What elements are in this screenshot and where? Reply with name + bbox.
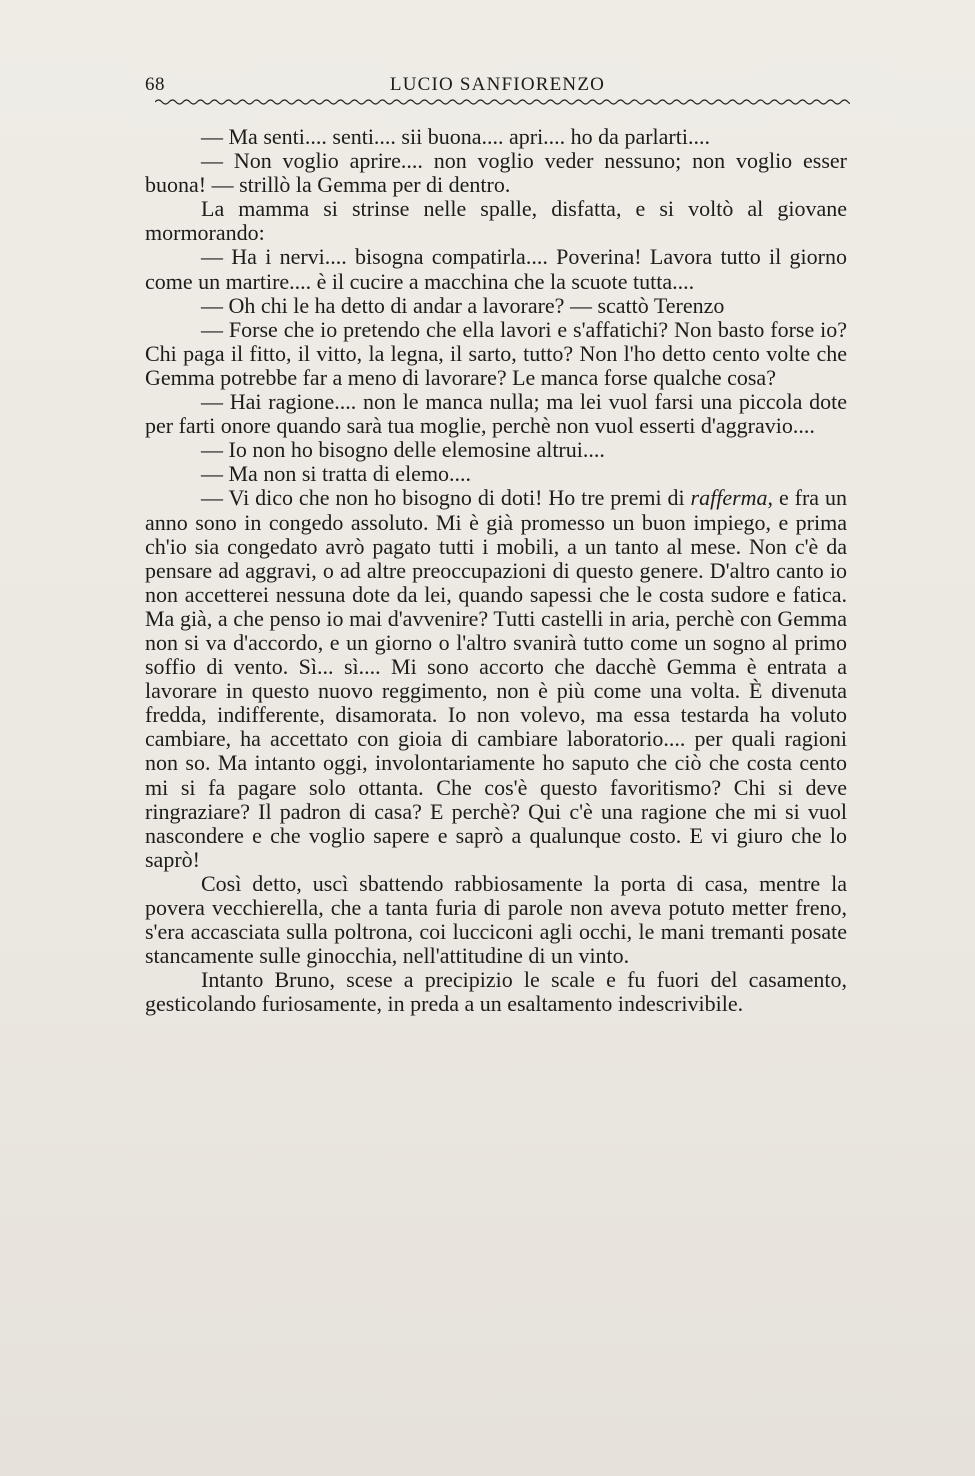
paragraph: — Oh chi le ha detto di andar a lavorare? — scattò Terenzo <box>201 292 725 318</box>
paragraph: — Ma senti.... senti.... sii buona.... apri.... ho da parlarti.... <box>201 124 710 149</box>
paragraph: — Ma non si tratta di elemo.... <box>201 461 472 487</box>
paragraph: — Forse che io pretendo che ella lavori e s'affatichi? Non basto forse io? Chi paga il fitto, il vitto, la legna, il sarto, tutto? Non l'ho detto cento volte che Gemma potrebbe far a meno di lavorare? Le manca forse qualche cosa? <box>145 316 847 390</box>
paragraph: Intanto Bruno, scese a precipizio le scale e fu fuori del casamento, gesticolando furiosamente, in preda a un esaltamento indescrivibile. <box>145 967 847 1017</box>
paragraph: La mamma si strinse nelle spalle, disfatta, e si voltò al giovane mormorando: <box>145 196 847 246</box>
paragraph: — Io non ho bisogno delle elemosine altrui.... <box>201 437 605 463</box>
paragraph: Così detto, uscì sbattendo rabbiosamente la porta di casa, mentre la povera vecchierella, che a tanta furia di parole non aveva potuto metter freno, s'era accasciata sulla poltrona, coi lucciconi agli occhi, le mani tremanti posate stancamente sulle ginocchia, nell'attitudine di un vinto. <box>145 870 847 969</box>
body-text <box>145 125 847 1016</box>
paragraph-text: — Vi dico che non ho bisogno di doti! Ho tre premi di <box>201 485 691 511</box>
running-title: LUCIO SANFIORENZO <box>389 74 606 95</box>
decorative-wavy-rule <box>155 96 850 108</box>
paragraph: — Non voglio aprire.... non voglio veder nessuno; non voglio esser buona! — strillò la Gemma per di dentro. <box>145 148 847 198</box>
paragraph: — Ha i nervi.... bisogna compatirla.... Poverina! Lavora tutto il giorno come un martire.... è il cucire a macchina che la scuote tutta.... <box>145 244 847 294</box>
paragraph-text: , e fra un anno sono in congedo assoluto. Mi è già promesso un buon impiego, e prima ch'io sia congedato avrò pagato tutti i mobili, a un tanto al mese. Non c'è da pensare ad aggravi, o ad altre preoccupazioni di questo genere. D'altro canto io non accetterei nessuna dote da lei, quando sapessi che le costa sudore e fatica. Ma già, a che penso io mai d'avvenire? Tutti castelli in aria, perchè con Gemma non si va d'accordo, e un giorno o l'altro svanirà tutto come un sogno al primo soffio di vento. Sì... sì.... Mi sono accorto che dacchè Gemma è entrata a lavorare in questo nuovo reggimento, non è più come una volta. È divenuta fredda, indifferente, disamorata. Io non volevo, ma essa testarda ha voluto cambiare, ha accettato con gioia di cambiare laboratorio.... per quali ragioni non so. Ma intanto oggi, involontariamente ho saputo che ciò che costa cento mi si fa pagare solo ottanta. Che cos'è questo favoritismo? Chi si deve ringraziare? Il padron di casa? E perchè? Qui c'è una ragione che mi si vuol nascondere e che voglio sapere e saprò a qualunque costo. E vi giuro che lo saprò! <box>145 485 847 872</box>
paragraph: — Hai ragione.... non le manca nulla; ma lei vuol farsi una piccola dote per farti onore quando sarà tua moglie, perchè non vuol esserti d'aggravio.... <box>145 389 847 439</box>
page-number: 68 <box>145 74 165 95</box>
paragraph <box>145 486 847 872</box>
italic-term: rafferma <box>690 485 768 511</box>
